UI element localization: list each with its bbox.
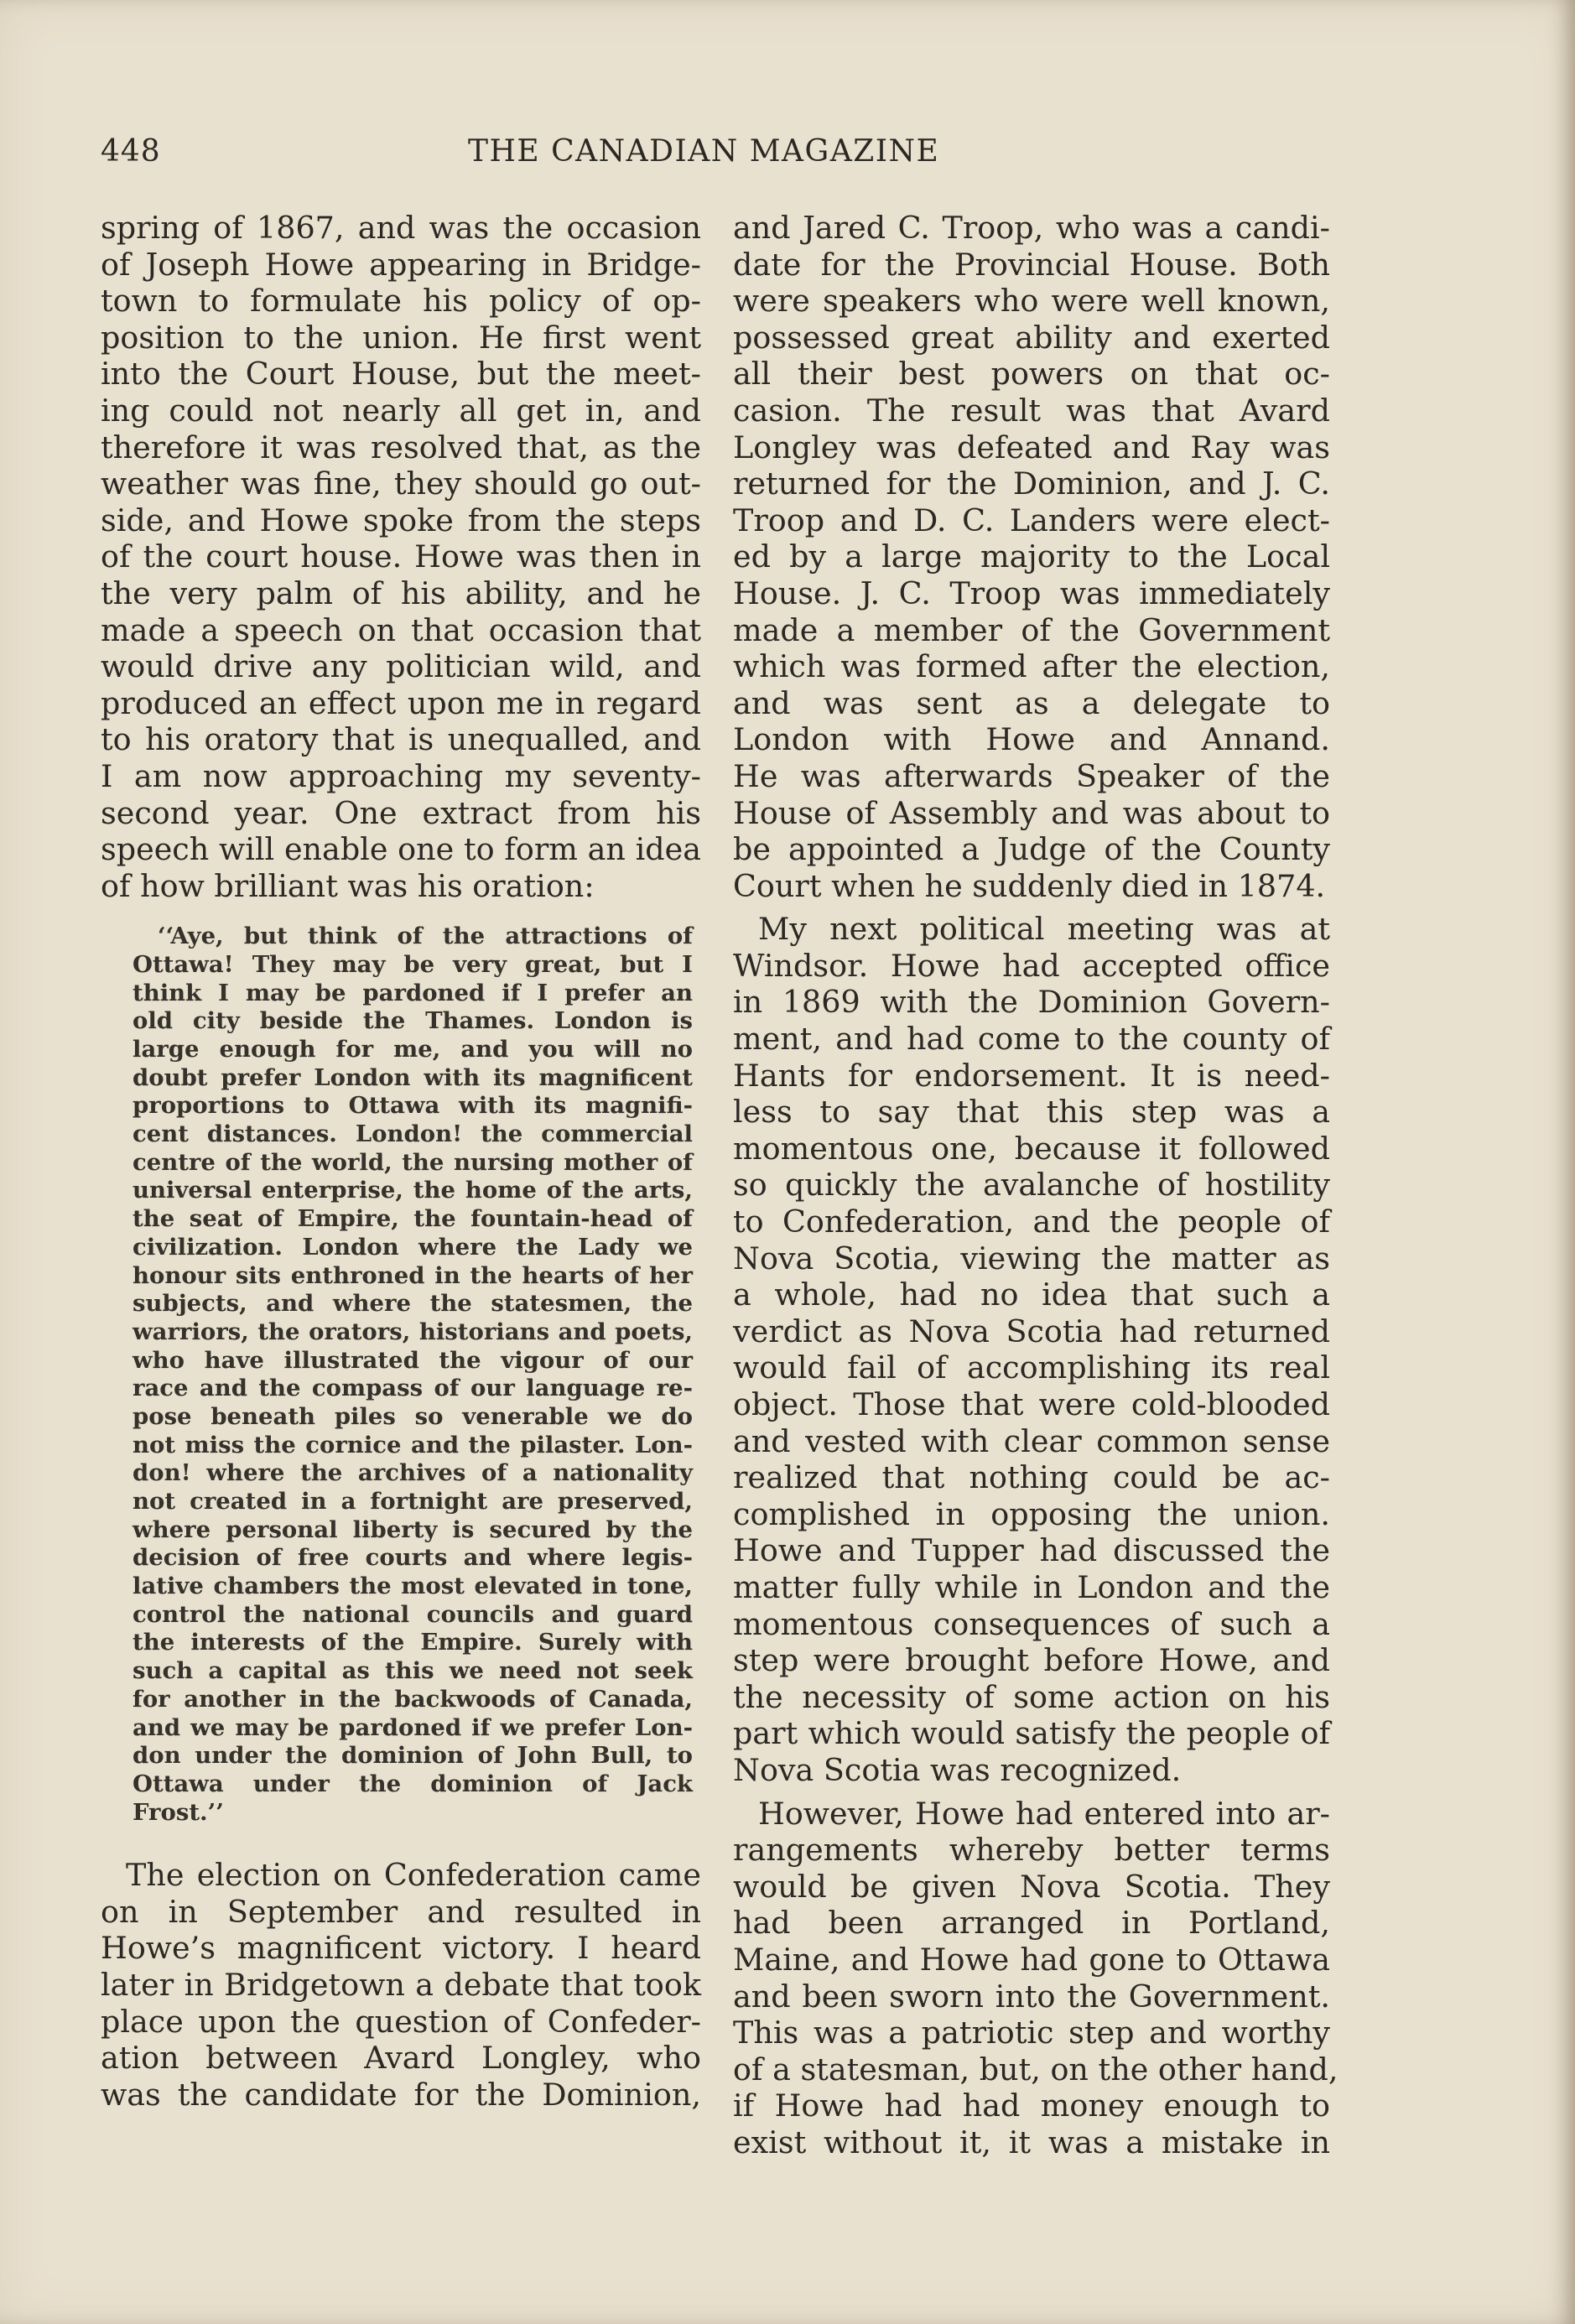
block-quote: [101, 923, 701, 1827]
quote-line: ‘‘Aye, but think of the attractions of: [158, 923, 693, 950]
text-line: part which would satisfy the people of: [733, 1715, 1330, 1752]
text-line: spring of 1867, and was the occasion: [101, 210, 701, 246]
text-line: House. J. C. Troop was immediately: [733, 575, 1330, 611]
quote-line: universal enterprise, the home of the arts,: [133, 1177, 693, 1204]
quote-line: subjects, and where the statesmen, the: [133, 1290, 693, 1318]
text-line: into the Court House, but the meet-: [101, 356, 701, 393]
text-line: House of Assembly and was about to: [733, 794, 1330, 831]
text-line: Howe and Tupper had discussed the: [733, 1532, 1330, 1569]
left-paragraph-2: [101, 1857, 701, 2113]
quote-line: cent distances. London! the commercial: [133, 1120, 693, 1148]
quote-line: decision of free courts and where legis-: [133, 1544, 693, 1572]
text-line: Windsor. Howe had accepted office: [733, 947, 1330, 984]
quote-line: pose beneath piles so venerable we do: [133, 1402, 693, 1430]
text-line: and was sent as a delegate to: [733, 684, 1330, 721]
text-line: were speakers who were well known,: [733, 283, 1330, 320]
text-line: of how brilliant was his oration:: [101, 867, 595, 904]
quote-line: warriors, the orators, historians and poets,: [133, 1318, 693, 1345]
right-paragraph-3: [733, 1795, 1338, 2161]
text-line: verdict as Nova Scotia had returned: [733, 1313, 1330, 1349]
quote-line: the seat of Empire, the fountain-head of: [133, 1205, 693, 1233]
quote-line: not created in a fortnight are preserved,: [133, 1488, 693, 1516]
left-column: [101, 210, 701, 2113]
text-line: This was a patriotic step and worthy: [733, 2015, 1330, 2051]
quote-line: Ottawa! They may be very great, but I: [133, 950, 693, 978]
text-line: would fail of accomplishing its real: [733, 1349, 1330, 1386]
quote-line: think I may be pardoned if I prefer an: [133, 979, 693, 1006]
text-line: London with Howe and Annand.: [733, 721, 1330, 758]
text-line: returned for the Dominion, and J. C.: [733, 465, 1330, 502]
text-line: My next political meeting was at: [758, 911, 1330, 948]
text-line: ment, and had come to the county of: [733, 1021, 1330, 1058]
text-line: so quickly the avalanche of hostility: [733, 1167, 1330, 1204]
text-line: made a speech on that occasion that: [101, 611, 701, 648]
text-line: complished in opposing the union.: [733, 1495, 1330, 1532]
text-line: Maine, and Howe had gone to Ottawa: [733, 1941, 1330, 1978]
text-line: to his oratory that is unequalled, and: [101, 721, 701, 758]
quote-line: who have illustrated the vigour of our: [133, 1346, 693, 1374]
text-line: exist without it, it was a mistake in: [733, 2124, 1330, 2160]
quote-line: control the national councils and guard: [133, 1600, 693, 1628]
text-line: and Jared C. Troop, who was a candi-: [733, 210, 1330, 246]
text-line: town to formulate his policy of op-: [101, 283, 701, 320]
running-title: THE CANADIAN MAGAZINE: [468, 134, 940, 169]
text-line: the very palm of his ability, and he: [101, 575, 701, 611]
text-line: place upon the question of Confeder-: [101, 2003, 701, 2040]
quote-line: and we may be pardoned if we prefer Lon-: [133, 1713, 693, 1741]
text-line: of the court house. Howe was then in: [101, 538, 701, 575]
text-line: rangements whereby better terms: [733, 1832, 1330, 1869]
text-line: ing could not nearly all get in, and: [101, 392, 701, 429]
text-line: side, and Howe spoke from the steps: [101, 502, 701, 538]
text-line: Hants for endorsement. It is need-: [733, 1057, 1330, 1094]
text-line: all their best powers on that oc-: [733, 356, 1330, 393]
text-line: casion. The result was that Avard: [733, 392, 1330, 429]
text-line: momentous consequences of such a: [733, 1605, 1330, 1642]
text-line: date for the Provincial House. Both: [733, 246, 1330, 283]
text-line: The election on Confederation came: [126, 1857, 701, 1894]
text-line: second year. One extract from his: [101, 794, 701, 831]
text-line: in 1869 with the Dominion Govern-: [733, 984, 1330, 1021]
left-paragraph-1: [101, 210, 701, 904]
text-line: and vested with clear common sense: [733, 1422, 1330, 1459]
text-line: a whole, had no idea that such a: [733, 1276, 1330, 1313]
text-line: would drive any politician wild, and: [101, 648, 701, 685]
quote-line: race and the compass of our language re-: [133, 1375, 693, 1402]
text-line: weather was fine, they should go out-: [101, 465, 701, 502]
quote-line: proportions to Ottawa with its magnifi-: [133, 1092, 693, 1120]
quote-line: honour sits enthroned in the hearts of her: [133, 1261, 693, 1289]
quote-line: for another in the backwoods of Canada,: [133, 1685, 693, 1713]
text-line: However, Howe had entered into ar-: [758, 1795, 1330, 1832]
quote-line: don under the dominion of John Bull, to: [133, 1742, 693, 1770]
text-line: had been arranged in Portland,: [733, 1905, 1330, 1942]
text-line: Longley was defeated and Ray was: [733, 429, 1330, 465]
quote-line: centre of the world, the nursing mother of: [133, 1148, 693, 1176]
text-line: momentous one, because it followed: [733, 1130, 1330, 1167]
page-number: 448: [101, 134, 161, 169]
text-line: be appointed a Judge of the County: [733, 831, 1330, 868]
quote-line: such a capital as this we need not seek: [133, 1657, 693, 1685]
text-line: less to say that this step was a: [733, 1094, 1330, 1131]
text-line: object. Those that were cold-blooded: [733, 1386, 1330, 1422]
text-line: therefore it was resolved that, as the: [101, 429, 701, 465]
page-header: [101, 134, 1317, 176]
text-line: would be given Nova Scotia. They: [733, 1868, 1330, 1905]
text-line: produced an effect upon me in regard: [101, 684, 701, 721]
quote-line: Frost.’’: [133, 1798, 224, 1826]
quote-line: Ottawa under the dominion of Jack: [133, 1770, 693, 1797]
text-line: matter fully while in London and the: [733, 1568, 1330, 1605]
quote-line: the interests of the Empire. Surely with: [133, 1629, 693, 1656]
quote-line: large enough for me, and you will no: [133, 1036, 693, 1063]
text-line: the necessity of some action on his: [733, 1678, 1330, 1715]
text-line: speech will enable one to form an idea: [101, 831, 701, 868]
text-line: Troop and D. C. Landers were elect-: [733, 502, 1330, 538]
text-line: Nova Scotia, viewing the matter as: [733, 1240, 1330, 1276]
text-line: made a member of the Government: [733, 611, 1330, 648]
text-line: Court when he suddenly died in 1874.: [733, 867, 1326, 904]
text-line: realized that nothing could be ac-: [733, 1459, 1330, 1496]
text-line: ation between Avard Longley, who: [101, 2040, 701, 2077]
text-line: later in Bridgetown a debate that took: [101, 1967, 701, 2004]
text-line: step were brought before Howe, and: [733, 1642, 1330, 1679]
text-line: if Howe had had money enough to: [733, 2087, 1330, 2124]
quote-line: where personal liberty is secured by the: [133, 1516, 693, 1543]
text-line: possessed great ability and exerted: [733, 319, 1330, 356]
quote-line: doubt prefer London with its magnificent: [133, 1063, 693, 1091]
text-line: which was formed after the election,: [733, 648, 1330, 685]
text-line: Howe’s magnificent victory. I heard: [101, 1930, 701, 1967]
text-line: of a statesman, but, on the other hand,: [733, 2051, 1338, 2087]
text-line: Nova Scotia was recognized.: [733, 1751, 1182, 1788]
text-line: to Confederation, and the people of: [733, 1204, 1330, 1240]
text-line: I am now approaching my seventy-: [101, 757, 701, 794]
quote-line: old city beside the Thames. London is: [133, 1007, 693, 1035]
text-line: position to the union. He first went: [101, 319, 701, 356]
quote-line: not miss the cornice and the pilaster. Lon-: [133, 1431, 693, 1458]
text-line: of Joseph Howe appearing in Bridge-: [101, 246, 701, 283]
text-line: and been sworn into the Government.: [733, 1978, 1330, 2015]
right-column: [733, 210, 1338, 2160]
text-line: He was afterwards Speaker of the: [733, 757, 1330, 794]
text-line: was the candidate for the Dominion,: [101, 2076, 701, 2113]
quote-line: lative chambers the most elevated in tone,: [133, 1573, 693, 1600]
text-line: ed by a large majority to the Local: [733, 538, 1330, 575]
right-paragraph-2: [733, 911, 1330, 1788]
quote-line: civilization. London where the Lady we: [133, 1233, 693, 1261]
quote-line: don! where the archives of a nationality: [133, 1459, 693, 1487]
right-paragraph-1: [733, 210, 1330, 904]
text-line: on in September and resulted in: [101, 1893, 701, 1930]
